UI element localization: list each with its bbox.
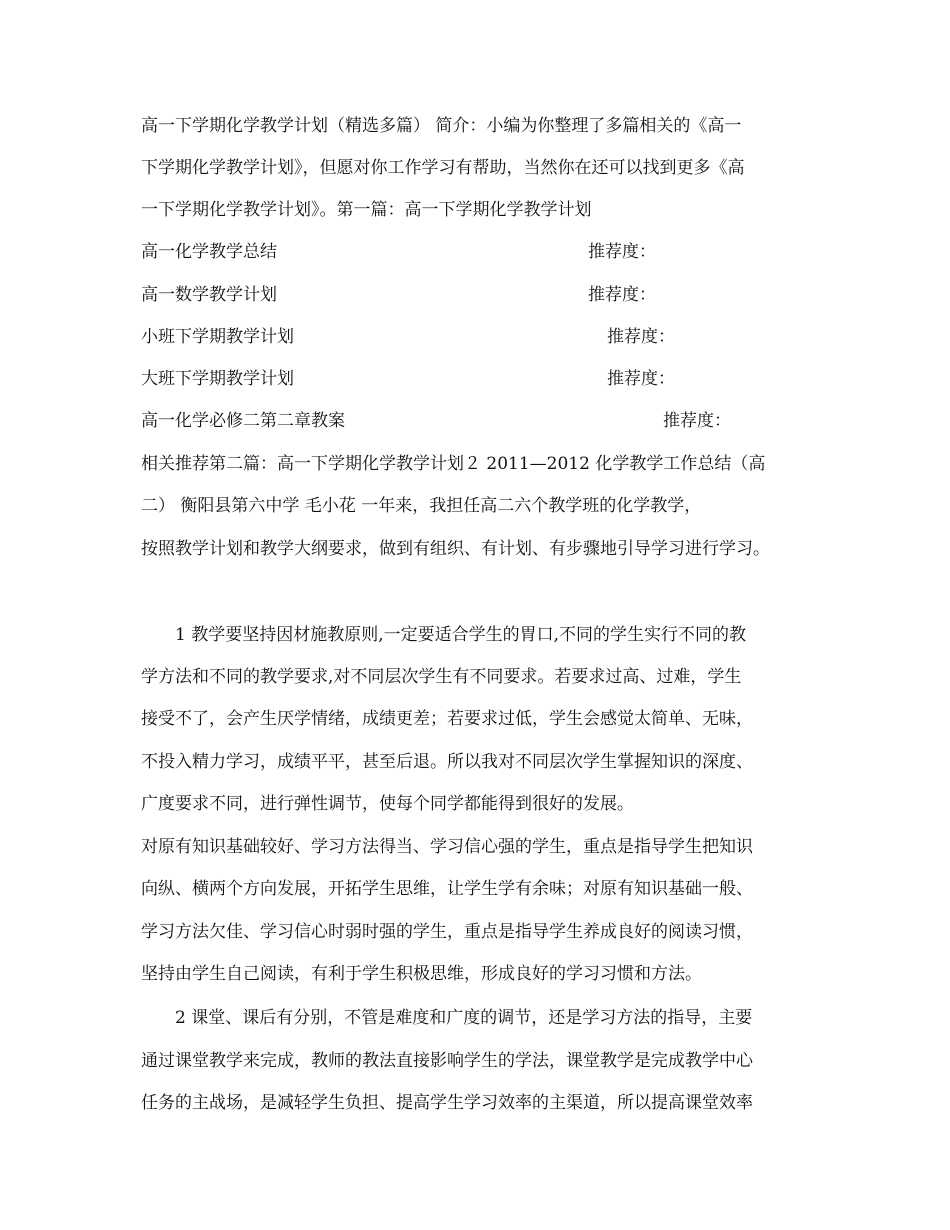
recommendation-title[interactable]: 大班下学期教学计划 (141, 369, 294, 389)
section1-line-2: 学方法和不同的教学要求,对不同层次学生有不同要求。若要求过高、过难，学生 (141, 667, 742, 687)
section1-line-4: 不投入精力学习，成绩平平，甚至后退。所以我对不同层次学生掌握知识的深度、 (141, 752, 753, 772)
part2-line-2: 二） 衡阳县第六中学 毛小花 一年来，我担任高二六个教学班的化学教学， (141, 496, 702, 516)
section2-line-3: 任务的主战场，是减轻学生负担、提高学生学习效率的主渠道，所以提高课堂效率 (141, 1093, 753, 1113)
section1-line-3: 接受不了，会产生厌学情绪，成绩更差；若要求过低，学生会感觉太简单、无味， (141, 709, 753, 729)
section1-line-6: 对原有知识基础较好、学习方法得当、学习信心强的学生，重点是指导学生把知识 (141, 837, 753, 857)
intro-line-3: 一下学期化学教学计划》。第一篇：高一下学期化学教学计划 (141, 200, 592, 220)
section1-line-1: 1 教学要坚持因材施教原则,一定要适合学生的胃口,不同的学生实行不同的教 (175, 625, 747, 645)
section2-line-1: 2 课堂、课后有分别，不管是难度和广度的调节，还是学习方法的指导，主要 (175, 1008, 753, 1028)
recommendation-title[interactable]: 高一化学教学总结 (141, 242, 277, 262)
recommendation-rating-label: 推荐度： (588, 242, 656, 262)
section1-line-5: 广度要求不同，进行弹性调节，使每个同学都能得到很好的发展。 (141, 794, 634, 814)
recommendation-title[interactable]: 高一化学必修二第二章教案 (141, 411, 345, 431)
recommendation-title[interactable]: 高一数学教学计划 (141, 285, 277, 305)
recommendation-rating-label: 推荐度： (663, 411, 731, 431)
recommendation-rating-label: 推荐度： (607, 327, 675, 347)
section1-line-9: 坚持由学生自己阅读，有利于学生积极思维，形成良好的学习习惯和方法。 (141, 964, 702, 984)
part2-line-1: 相关推荐第二篇：高一下学期化学教学计划２ 2011—2012 化学教学工作总结（高 (141, 454, 766, 474)
recommendation-title[interactable]: 小班下学期教学计划 (141, 327, 294, 347)
intro-line-2: 下学期化学教学计划》，但愿对你工作学习有帮助，当然你在还可以找到更多《高 (141, 158, 745, 178)
intro-line-1: 高一下学期化学教学计划（精选多篇） 简介：小编为你整理了多篇相关的《高一 (141, 116, 742, 136)
recommendation-rating-label: 推荐度： (588, 285, 656, 305)
section2-line-2: 通过课堂教学来完成，教师的教法直接影响学生的学法，课堂教学是完成教学中心 (141, 1051, 753, 1071)
section1-line-8: 学习方法欠佳、学习信心时弱时强的学生，重点是指导学生养成良好的阅读习惯， (141, 922, 753, 942)
section1-line-7: 向纵、横两个方向发展，开拓学生思维，让学生学有余味；对原有知识基础一般、 (141, 879, 753, 899)
recommendation-rating-label: 推荐度： (607, 369, 675, 389)
part2-line-3: 按照教学计划和教学大纲要求，做到有组织、有计划、有步骤地引导学习进行学习。 (141, 539, 770, 559)
